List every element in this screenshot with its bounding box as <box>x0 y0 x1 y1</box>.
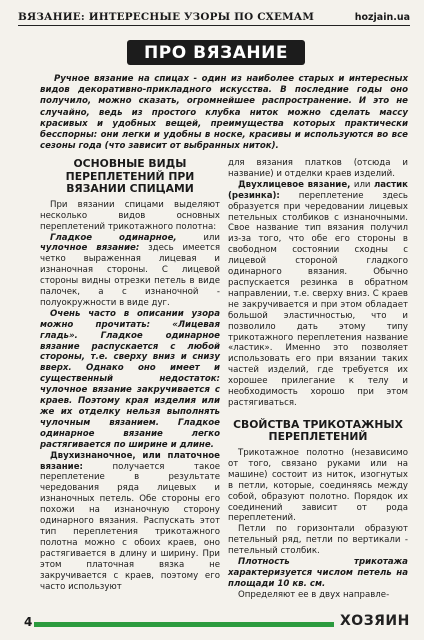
term-stockinette-alt: чулочное вязание: <box>40 243 140 254</box>
term-rib-alt: ластик (резинка): <box>228 179 408 201</box>
body-paragraph <box>40 233 220 309</box>
term-definition: здесь имеется четко выраженная лицевая и изнаночная стороны. С лицевой стороны видны отрезки петель в виде палочек, а с изнаночной - полуокружности в виде дуг. <box>40 243 220 308</box>
right-column <box>228 158 408 601</box>
body-paragraph: Петли по горизонтали образуют петельный ряд, петли по вертикали - петельный столбик. <box>228 524 408 557</box>
term-stockinette: Гладкое одинарное, <box>50 232 177 243</box>
page-number: 4 <box>24 615 33 629</box>
section-heading-properties: СВОЙСТВА ТРИКОТАЖНЫХ ПЕРЕПЛЕТЕНИЙ <box>233 417 403 444</box>
running-header <box>18 3 410 26</box>
footer-accent-bar <box>34 622 334 627</box>
term-definition: переплетение здесь образуется при чередовании лицевых петельных столбиков с изнаночными. Свое название тип вязания получил из-за того, что обе его стороны в свободном состоянии сходны с лицевой стороной гладкого одинарного вязания. Обычно распускается резинка в обратном направлении, т.е. сверху вниз. С краев не закручивается и при этом обладает большой эластичностью, что и позволило дать этому типу трикотажного переплетения название «ластик». Именно это позволяет использовать его при вязании таких частей изделий, где требуется их хорошее прилегание к телу и необходимость хорошо при этом растягиваться. <box>228 190 408 408</box>
body-paragraph: Определяют ее в двух направле- <box>238 589 390 600</box>
body-paragraph: для вязания платков (отсюда и название) и отделки краев изделий. <box>228 158 408 179</box>
body-paragraph: При вязании спицами выделяют несколько видов основных переплетений трикотажного полотна: <box>40 199 220 232</box>
term-rib: Двухлицевое вязание, <box>238 179 351 190</box>
body-paragraph: Трикотажное полотно (независимо от того, связано руками или на машине) состоит из ниток, изогнутых в петли, которые, соединяясь между собой, образуют полотно. Порядок их соединений зависит от рода переплетений. <box>228 448 408 524</box>
magazine-brand: ХОЗЯИН <box>340 613 410 629</box>
emphasis-paragraph: Плотность трикотажа характеризуется числом петель на площади 10 кв. см. <box>228 557 408 589</box>
article-title: ПРО ВЯЗАНИЕ <box>144 42 288 63</box>
site-url[interactable]: hozjain.ua <box>354 12 410 23</box>
connector-text: или <box>350 179 374 190</box>
body-paragraph <box>40 451 220 593</box>
page-footer <box>22 614 412 634</box>
article-title-banner <box>127 40 305 65</box>
emphasis-paragraph: Очень часто в описании узора можно прочитать: «Лицевая гладь». Гладкое одинарное вязание распускается с любой стороны, т.е. сверху вниз и снизу вверх. Однако оно имеет и существенный недостаток: чулочное вязание закручивается с краев. Поэтому края изделия или же их отделку нельзя выполнять чулочным вязанием. Гладкое одинарное вязание легко растягивается по ширине и длине. <box>40 308 220 450</box>
connector-text: или <box>176 232 220 243</box>
left-column <box>40 158 220 592</box>
section-heading-types: ОСНОВНЫЕ ВИДЫ ПЕРЕПЛЕТЕНИЙ ПРИ ВЯЗАНИИ СПИЦАМИ <box>65 157 195 196</box>
term-definition: получается такое переплетение в результате чередования ряда лицевых и изнаночных петель. Обе стороны его похожи на изнаночную сторону одинарного вязания. Распускать этот тип переплетения трикотажного полотна можно с обоих краев, оно растягивается в длину и ширину. При этом платочная вязка не закручивается с краев, поэтому его часто используют <box>40 461 220 592</box>
term-garter: Двухизнаночное, или платочное вязание: <box>40 450 220 472</box>
body-paragraph <box>228 180 408 409</box>
section-title: ВЯЗАНИЕ: ИНТЕРЕСНЫЕ УЗОРЫ ПО СХЕМАМ <box>18 11 315 23</box>
intro-paragraph: Ручное вязание на спицах - один из наиболее старых и интересных видов декоративно-прикладного искусства. В последние годы оно получило, можно сказать, огромнейшее распространение. И это не случайно, ведь из простого клубка ниток можно сделать массу красивых и удобных вещей, преимущества которых практически бесспорны: они легки и удобны в носке, красивы и используются во все сезоны года (что зависит от выбранных ниток). <box>40 74 408 152</box>
